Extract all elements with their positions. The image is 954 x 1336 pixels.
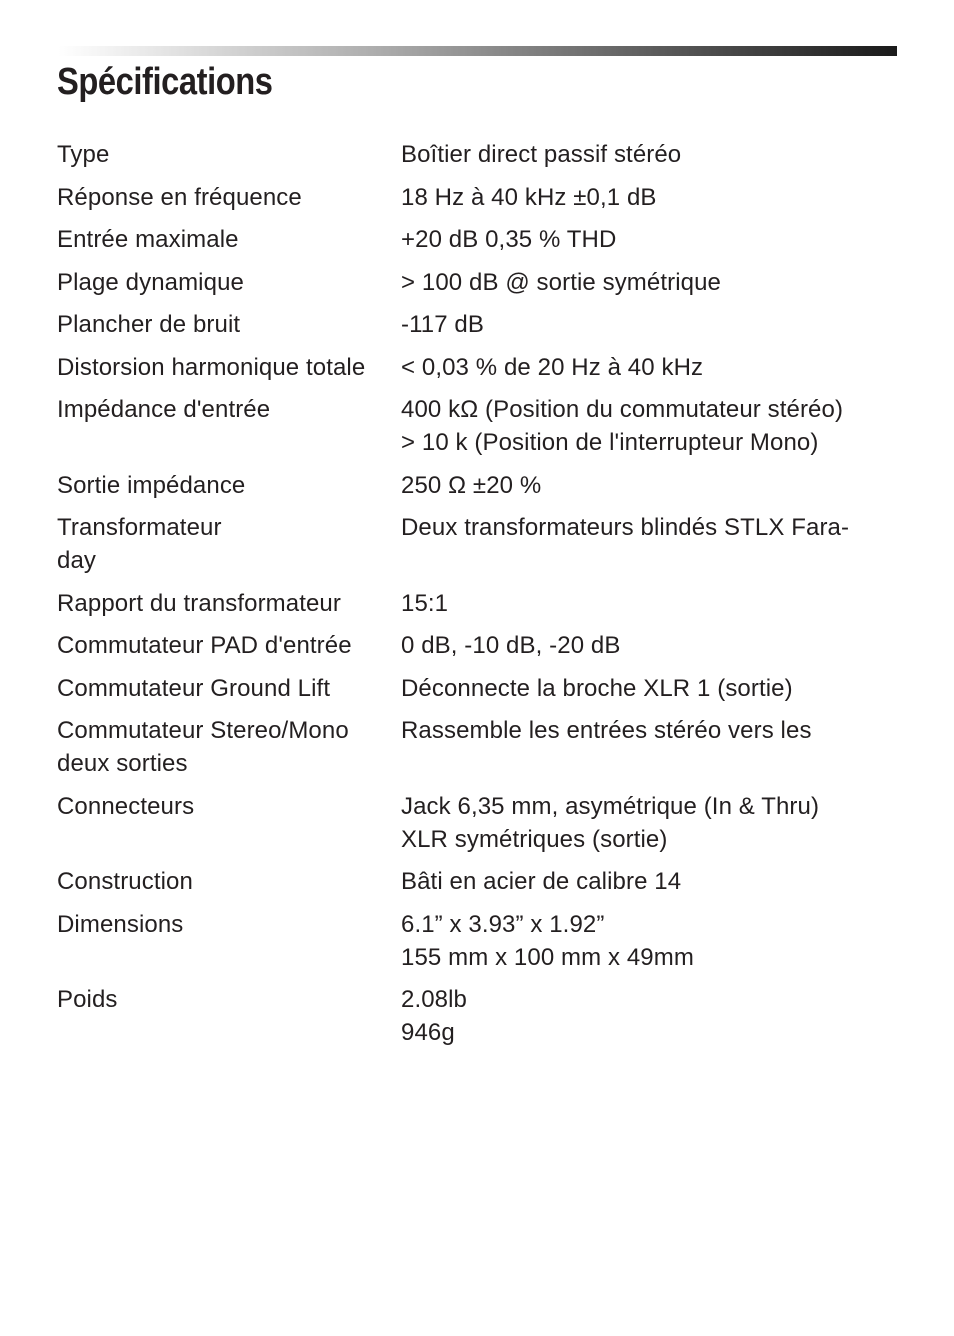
spec-value: > 100 dB @ sortie symétrique [401,268,721,296]
spec-value: Rassemble les entrées stéréo vers les [401,717,812,744]
spec-row-thd [57,351,917,384]
spec-value: 0 dB, -10 dB, -20 dB [401,632,621,659]
spec-label: Connecteurs [57,792,195,820]
spec-row-input-pad [57,629,917,662]
spec-label: Commutateur Ground Lift [57,674,331,702]
spec-label: Distorsion harmonique totale [57,353,366,381]
spec-label: Rapport du transformateur [57,589,341,617]
spec-value: 15:1 [401,589,449,617]
spec-value: +20 dB 0,35 % THD [401,226,617,253]
spec-label: Commutateur Stereo/Mono deux sorties [57,717,349,777]
spec-label: Impédance d'entrée [57,396,271,423]
spec-value: 400 kΩ (Position du commutateur stéréo) > 10 k (Position de l'interrupteur Mono) [401,396,844,456]
spec-row-output-impedance [57,469,917,502]
spec-row-ground-lift [57,672,917,705]
spec-label: Entrée maximale [57,226,239,253]
spec-value: -117 dB [401,311,484,338]
spec-row-max-input [57,223,917,256]
page-title: Spécifications [57,61,273,103]
spec-row-construction [57,865,917,898]
spec-label: Commutateur PAD d'entrée [57,632,352,659]
spec-row-dimensions [57,908,917,974]
spec-row-dynamic-range [57,266,917,299]
spec-label: Plage dynamique [57,268,244,296]
spec-value: Jack 6,35 mm, asymétrique (In & Thru) XLR symétriques (sortie) [401,792,820,853]
spec-table [57,138,917,1059]
header-rule [58,46,897,56]
spec-row-input-impedance [57,393,917,459]
spec-value: 18 Hz à 40 kHz ±0,1 dB [401,183,657,211]
spec-label: Réponse en fréquence [57,183,302,211]
spec-row-transformer [57,511,917,577]
spec-label: Sortie impédance [57,471,246,499]
spec-value: 250 Ω ±20 % [401,471,542,499]
spec-value: Boîtier direct passif stéréo [401,141,682,168]
spec-label: Transformateur day [57,514,222,574]
spec-value: 6.1” x 3.93” x 1.92” 155 mm x 100 mm x 49mm [401,910,694,971]
spec-value: Bâti en acier de calibre 14 [401,868,682,895]
spec-label: Construction [57,868,193,895]
spec-label: Poids [57,986,118,1013]
spec-value: < 0,03 % de 20 Hz à 40 kHz [401,353,704,381]
spec-label: Dimensions [57,910,184,938]
spec-row-stereo-mono [57,714,917,780]
spec-label: Plancher de bruit [57,311,241,338]
spec-row-weight [57,983,917,1049]
spec-row-frequency-response [57,181,917,214]
spec-row-connectors [57,790,917,856]
spec-row-type [57,138,917,171]
spec-value: Deux transformateurs blindés STLX Fara- [401,514,850,541]
spec-value: 2.08lb 946g [401,986,467,1046]
spec-label: Type [57,141,110,168]
spec-row-noise-floor [57,308,917,341]
spec-value: Déconnecte la broche XLR 1 (sortie) [401,674,793,702]
spec-row-transformer-ratio [57,587,917,620]
